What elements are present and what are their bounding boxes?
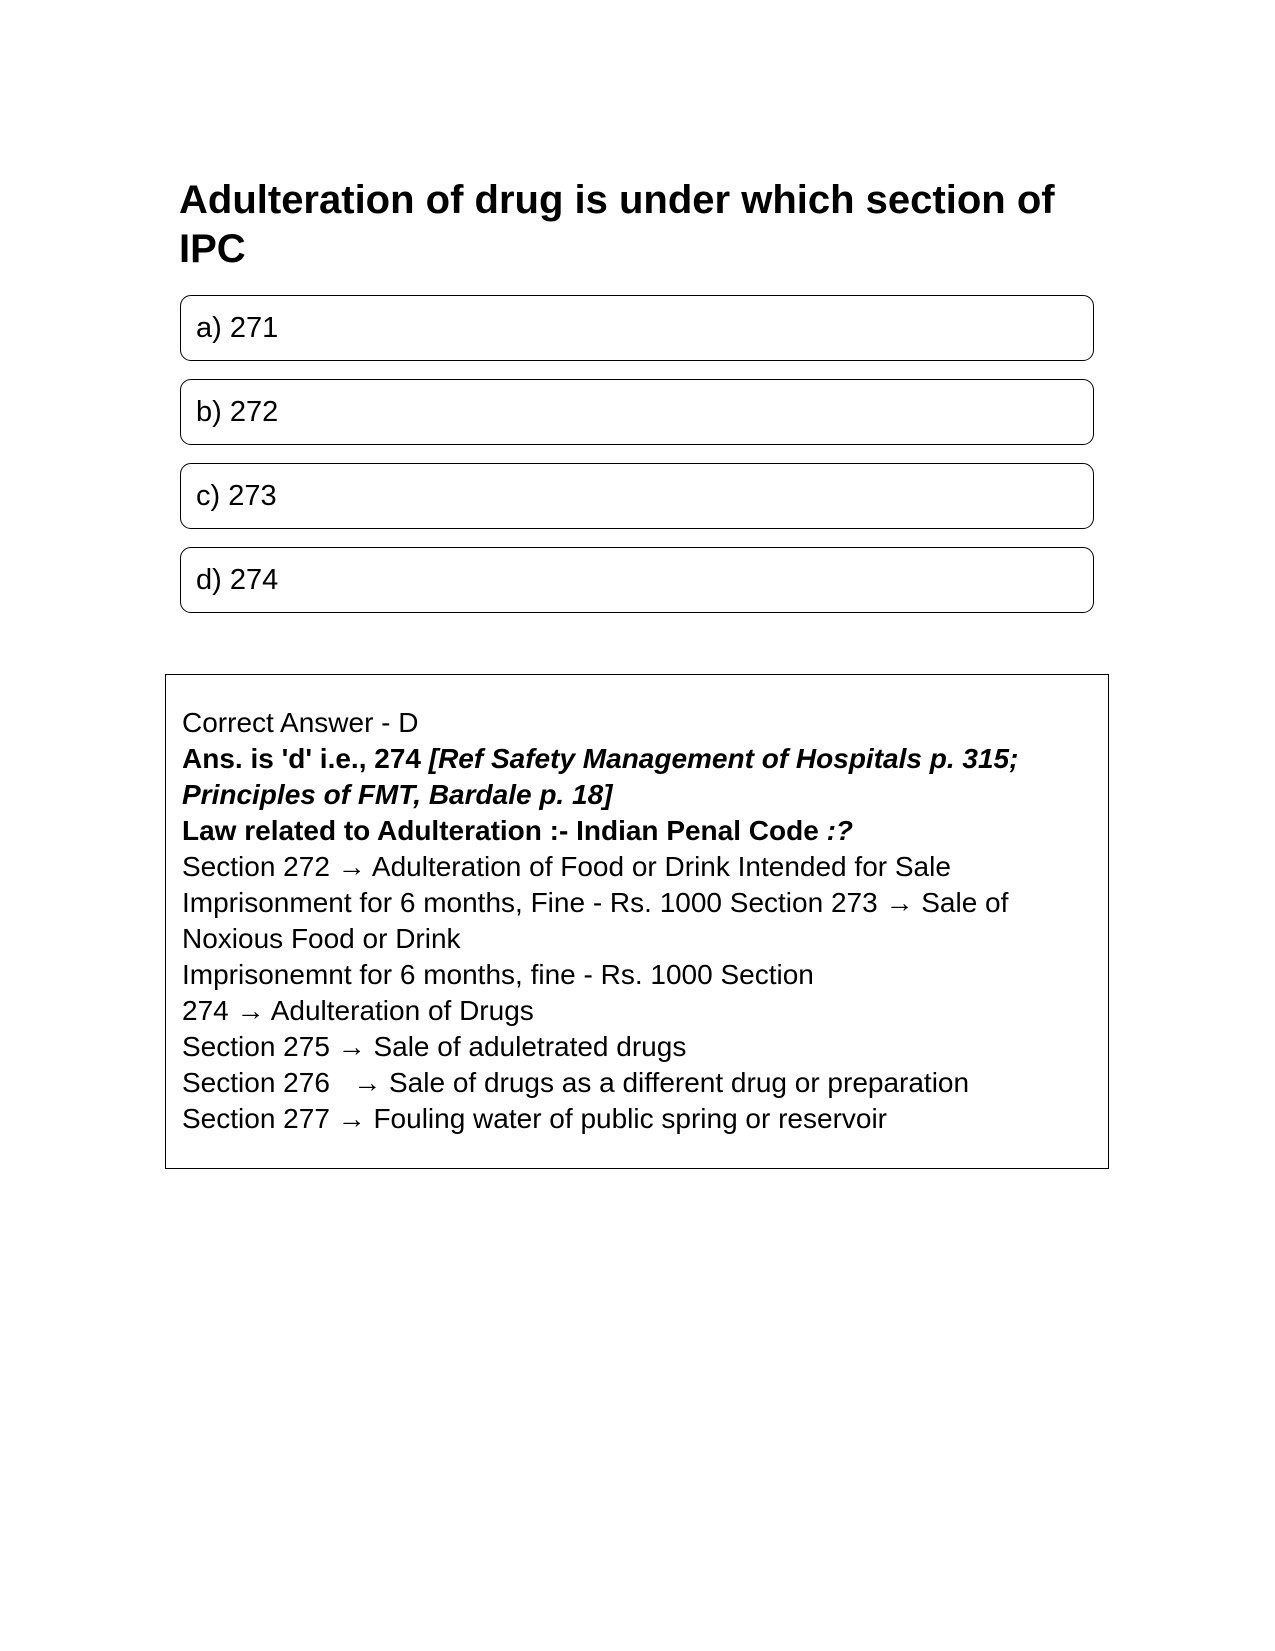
option-b[interactable]: b) 272 bbox=[180, 379, 1094, 445]
explanation-line-4: 274 → Adulteration of Drugs bbox=[182, 995, 534, 1026]
correct-answer: Correct Answer - D bbox=[182, 707, 419, 738]
explanation-line-7: Section 277 → Fouling water of public spring or reservoir bbox=[182, 1103, 888, 1134]
law-heading bbox=[182, 813, 1092, 849]
option-d[interactable]: d) 274 bbox=[180, 547, 1094, 613]
answer-reference bbox=[182, 741, 1092, 813]
law-heading-text: Law related to Adulteration :- Indian Penal Code bbox=[182, 815, 827, 846]
explanation-line-2: Imprisonment for 6 months, Fine - Rs. 1000 Section 273 → Sale of Noxious Food or Drink bbox=[182, 887, 1009, 954]
explanation-line-3: Imprisonemnt for 6 months, fine - Rs. 1000 Section bbox=[182, 959, 814, 990]
answer-citation: [Ref Safety Management of Hospitals p. 315; Principles of FMT, Bardale p. 18] bbox=[182, 743, 1019, 810]
explanation-line-5: Section 275 → Sale of aduletrated drugs bbox=[182, 1031, 687, 1062]
answer-explanation-box bbox=[165, 674, 1109, 1169]
option-a[interactable]: a) 271 bbox=[180, 295, 1094, 361]
option-c[interactable]: c) 273 bbox=[180, 463, 1094, 529]
explanation-line-1: Section 272 → Adulteration of Food or Drink Intended for Sale bbox=[182, 851, 951, 882]
question-title: Adulteration of drug is under which section of IPC bbox=[179, 178, 1055, 271]
law-heading-suffix: :? bbox=[826, 815, 854, 846]
explanation-line-6: Section 276 → Sale of drugs as a different drug or preparation bbox=[182, 1067, 970, 1098]
answer-prefix: Ans. is 'd' i.e., 274 bbox=[182, 743, 429, 774]
